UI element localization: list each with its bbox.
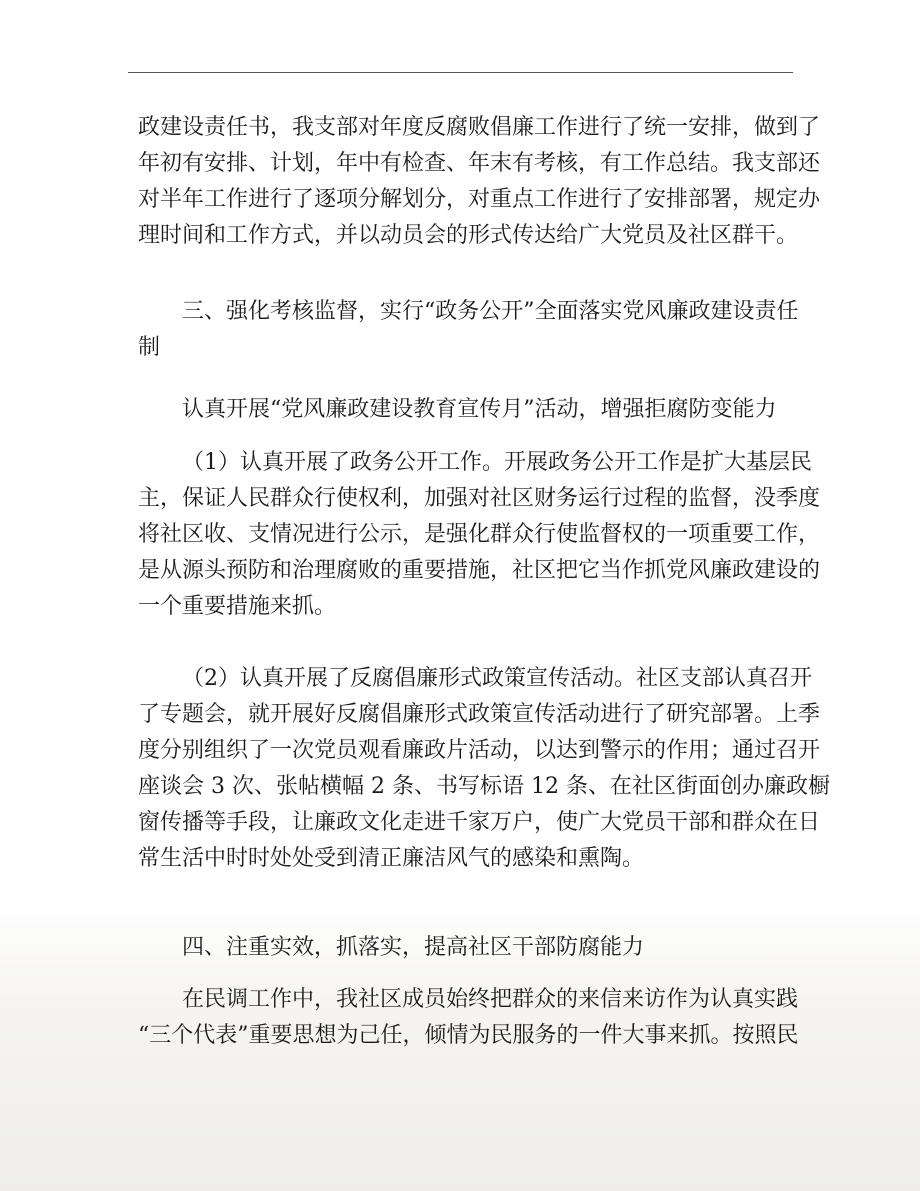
text-line: 四、注重实效，抓落实，提高社区干部防腐能力 — [182, 935, 645, 960]
text-line: 常生活中时时处处受到清正廉洁风气的感染和熏陶。 — [138, 846, 645, 871]
text-line: 将社区收、支情况进行公示，是强化群众行使监督权的一项重要工作， — [138, 522, 821, 547]
text-line: （1）认真开展了政务公开工作。开展政务公开工作是扩大基层民 — [182, 450, 812, 475]
text-line: 主，保证人民群众行使权利，加强对社区财务运行过程的监督，没季度 — [138, 486, 821, 511]
sub-heading-education-month — [138, 392, 798, 428]
text-line: 年初有安排、计划，年中有检查、年末有考核，有工作总结。我支部还 — [138, 151, 821, 176]
text-line: 三、强化考核监督，实行“政务公开”全面落实党风廉政建设责任 — [182, 299, 799, 324]
text-line: 制 — [138, 335, 161, 360]
text-line: 政建设责任书，我支部对年度反腐败倡廉工作进行了统一安排，做到了 — [138, 115, 821, 140]
text-line: 座谈会 3 次、张帖横幅 2 条、书写标语 12 条、在社区街面创办廉政橱 — [138, 774, 830, 799]
text-line: 认真开展“党风廉政建设教育宣传月”活动，增强拒腐防变能力 — [182, 397, 777, 422]
text-line: 对半年工作进行了逐项分解划分，对重点工作进行了安排部署，规定办 — [138, 187, 821, 212]
paragraph-item-2 — [138, 661, 830, 877]
text-line: 窗传播等手段，让廉政文化走进千家万户，使广大党员干部和群众在日 — [138, 810, 821, 835]
text-line: 理时间和工作方式，并以动员会的形式传达给广大党员及社区群干。 — [138, 223, 799, 248]
paragraph-item-1 — [138, 445, 821, 625]
paragraph-mediation — [138, 982, 798, 1054]
header-rule — [128, 72, 793, 73]
text-line: （2）认真开展了反腐倡廉形式政策宣传活动。社区支部认真召开 — [182, 666, 812, 691]
section-heading-four — [138, 930, 798, 966]
text-line: “三个代表”重要思想为己任，倾情为民服务的一件大事来抓。按照民 — [138, 1023, 799, 1048]
paragraph-responsibility-continued — [138, 110, 821, 254]
text-line: 度分别组织了一次党员观看廉政片活动，以达到警示的作用；通过召开 — [138, 738, 821, 763]
text-line: 在民调工作中，我社区成员始终把群众的来信来访作为认真实践 — [182, 987, 799, 1012]
text-line: 了专题会，就开展好反腐倡廉形式政策宣传活动进行了研究部署。上季 — [138, 702, 821, 727]
section-heading-three — [138, 294, 798, 366]
text-line: 是从源头预防和治理腐败的重要措施，社区把它当作抓党风廉政建设的 — [138, 558, 821, 583]
text-line: 一个重要措施来抓。 — [138, 594, 337, 619]
